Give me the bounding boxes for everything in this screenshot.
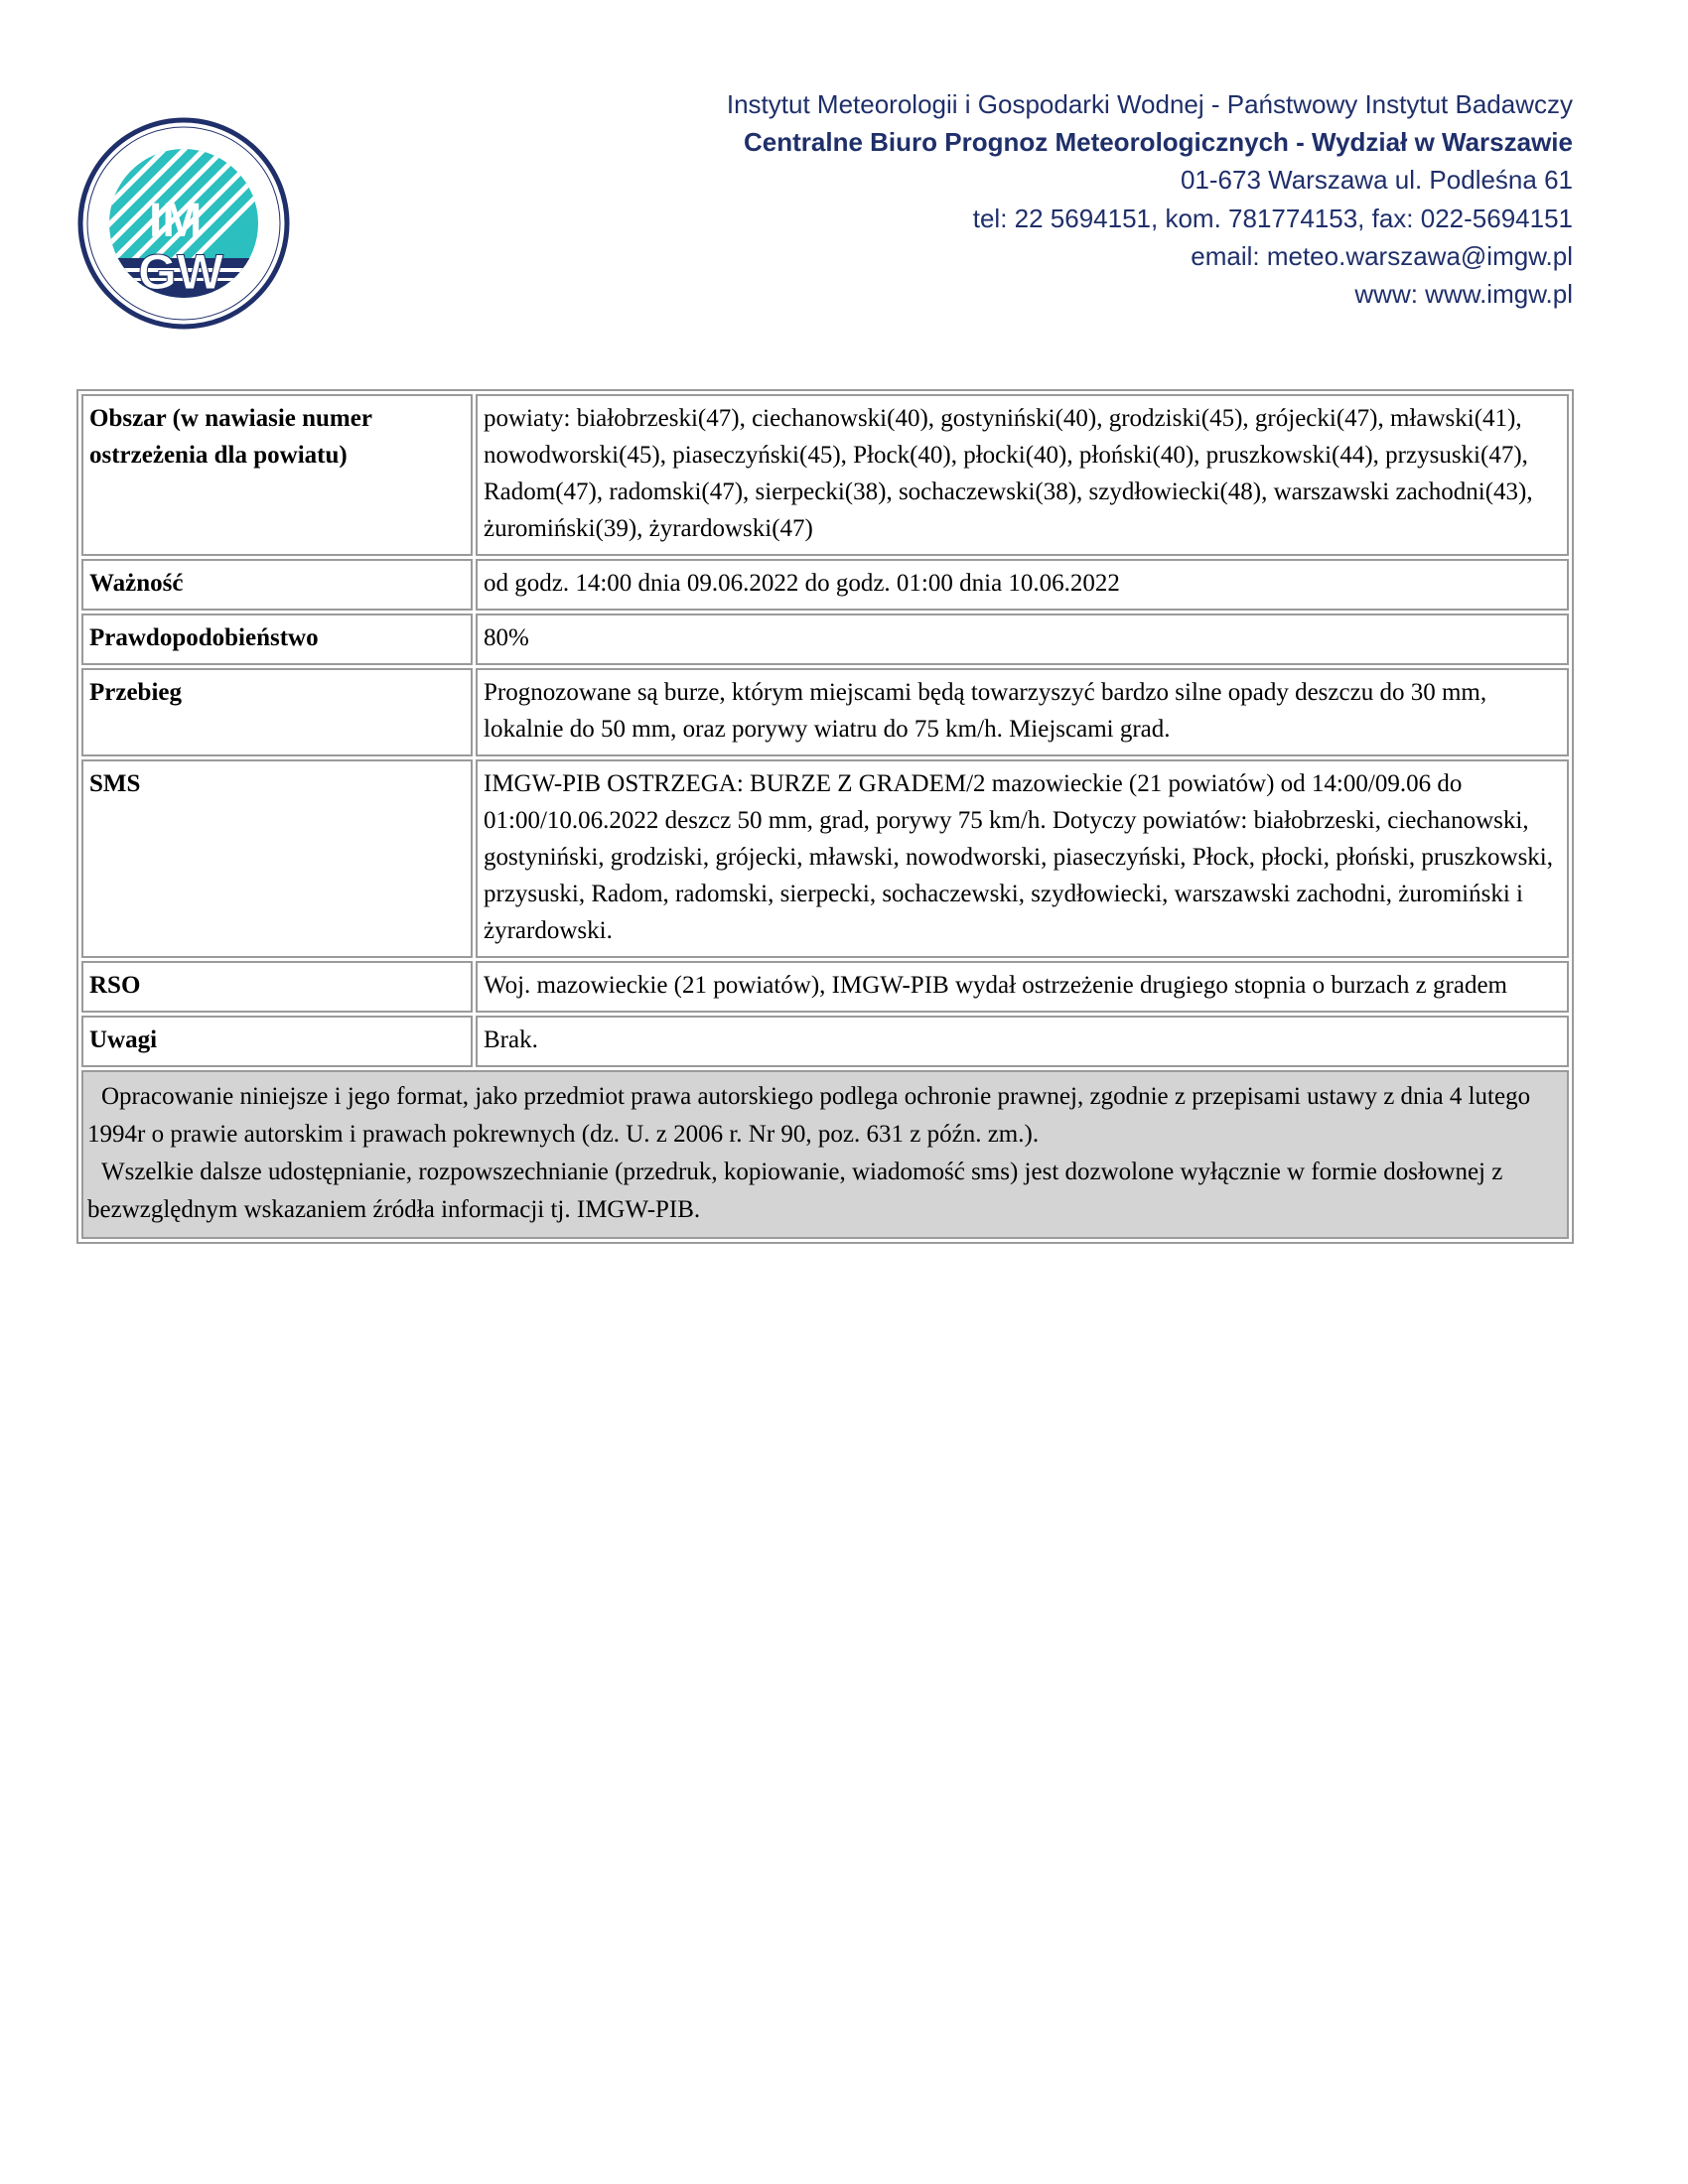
value-probability: 80%	[476, 614, 1569, 665]
logo-gw-text: GW	[137, 244, 224, 300]
label-validity: Ważność	[81, 559, 473, 611]
row-course	[81, 668, 1569, 756]
label-area: Obszar (w nawiasie numer ostrzeżenia dla powiatu)	[81, 394, 473, 556]
warning-table	[76, 389, 1574, 1244]
distribution-notice: Wszelkie dalsze udostępnianie, rozpowszechnianie (przedruk, kopiowanie, wiadomość sms) jest dozwolone wyłącznie w formie dosłownej z bezwzględnym wskazaniem źródła informacji tj. IMGW-PIB.	[87, 1159, 1503, 1223]
email: email: meteo.warszawa@imgw.pl	[1191, 240, 1573, 271]
label-remarks: Uwagi	[81, 1016, 473, 1067]
phone: tel: 22 5694151, kom. 781774153, fax: 022-5694151	[972, 203, 1573, 233]
value-area: powiaty: białobrzeski(47), ciechanowski(40), gostyniński(40), grodziski(45), grójecki(47), mławski(41), nowodworski(45), piaseczyński(45), Płock(40), płocki(40), płoński(40), pruszkowski(44), przysuski(47), Radom(47), radomski(47), sierpecki(38), sochaczewski(38), szydłowiecki(48), warszawski zachodni(43), żuromiński(39), żyrardowski(47)	[476, 394, 1569, 556]
legal-notice	[81, 1070, 1569, 1239]
value-rso: Woj. mazowieckie (21 powiatów), IMGW-PIB wydał ostrzeżenie drugiego stopnia o burzach z gradem	[476, 961, 1569, 1013]
institute-name: Instytut Meteorologii i Gospodarki Wodnej - Państwowy Instytut Badawczy	[726, 89, 1573, 119]
imgw-logo	[77, 117, 290, 330]
value-course: Prognozowane są burze, którym miejscami będą towarzyszyć bardzo silne opady deszczu do 30 mm, lokalnie do 50 mm, oraz porywy wiatru do 75 km/h. Miejscami grad.	[476, 668, 1569, 756]
label-course: Przebieg	[81, 668, 473, 756]
label-probability: Prawdopodobieństwo	[81, 614, 473, 665]
institution-header	[727, 85, 1573, 313]
office-name: Centralne Biuro Prognoz Meteorologicznych - Wydział w Warszawie	[743, 127, 1573, 158]
row-remarks	[81, 1016, 1569, 1067]
copyright-notice: Opracowanie niniejsze i jego format, jako przedmiot prawa autorskiego podlega ochronie prawnej, zgodnie z przepisami ustawy z dnia 4 lutego 1994r o prawie autorskim i prawach pokrewnych (dz. U. z 2006 r. Nr 90, poz. 631 z późn. zm.).	[87, 1083, 1531, 1148]
value-remarks: Brak.	[476, 1016, 1569, 1067]
value-validity: od godz. 14:00 dnia 09.06.2022 do godz. 01:00 dnia 10.06.2022	[476, 559, 1569, 611]
address: 01-673 Warszawa ul. Podleśna 61	[1180, 165, 1573, 196]
row-area	[81, 394, 1569, 556]
logo-im-text: IM	[149, 195, 203, 247]
value-sms: IMGW-PIB OSTRZEGA: BURZE Z GRADEM/2 mazowieckie (21 powiatów) od 14:00/09.06 do 01:00/10.06.2022 deszcz 50 mm, grad, porywy 75 km/h. Dotyczy powiatów: białobrzeski, ciechanowski, gostyniński, grodziski, grójecki, mławski, nowodworski, piaseczyński, Płock, płocki, płoński, pruszkowski, przysuski, Radom, radomski, sierpecki, sochaczewski, szydłowiecki, warszawski zachodni, żuromiński i żyrardowski.	[476, 759, 1569, 958]
row-validity	[81, 559, 1569, 611]
row-probability	[81, 614, 1569, 665]
label-rso: RSO	[81, 961, 473, 1013]
row-footer	[81, 1070, 1569, 1239]
label-sms: SMS	[81, 759, 473, 958]
website: www: www.imgw.pl	[1354, 279, 1573, 310]
row-sms	[81, 759, 1569, 958]
row-rso	[81, 961, 1569, 1013]
imgw-logo-seal	[77, 117, 290, 330]
